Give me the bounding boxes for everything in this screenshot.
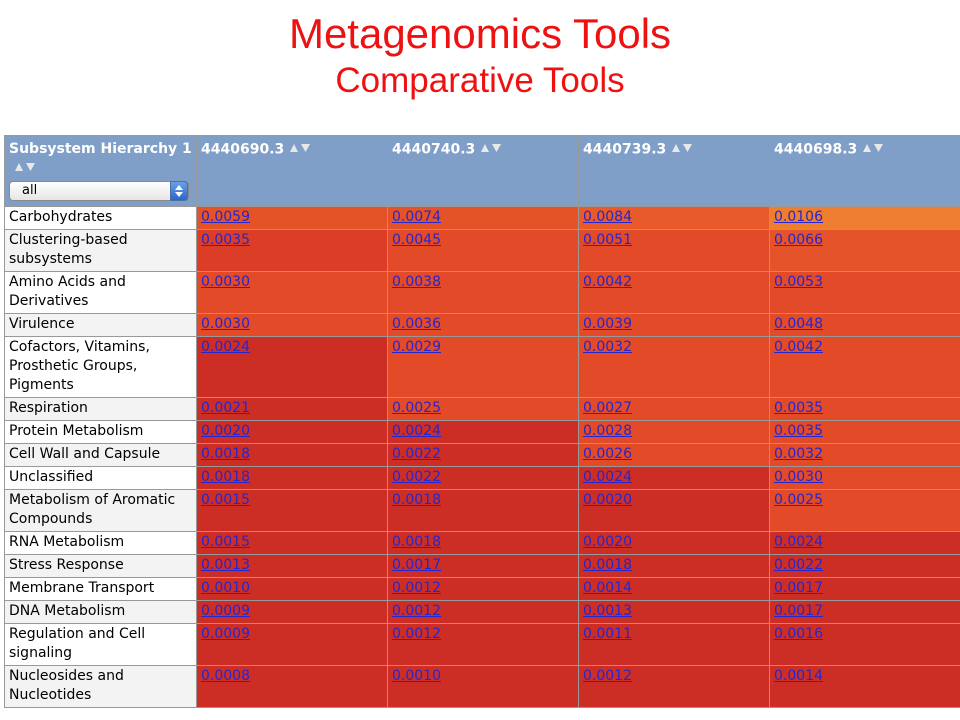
abundance-value-link[interactable]: 0.0032 xyxy=(774,446,823,462)
abundance-value-link[interactable]: 0.0015 xyxy=(201,534,250,550)
abundance-cell xyxy=(197,421,388,444)
abundance-value-link[interactable]: 0.0025 xyxy=(392,400,441,416)
subsystem-name-cell: RNA Metabolism xyxy=(5,532,197,555)
abundance-cell xyxy=(770,555,960,578)
table-row xyxy=(5,490,960,532)
abundance-cell xyxy=(770,578,960,601)
table-body xyxy=(5,207,960,708)
abundance-cell xyxy=(197,444,388,467)
abundance-cell xyxy=(579,624,770,666)
abundance-value-link[interactable]: 0.0022 xyxy=(392,469,441,485)
abundance-cell xyxy=(579,578,770,601)
table-row xyxy=(5,421,960,444)
sample-id-label: 4440690.3 xyxy=(201,141,285,158)
abundance-value-link[interactable]: 0.0010 xyxy=(392,668,441,684)
abundance-cell xyxy=(579,490,770,532)
abundance-cell xyxy=(388,272,579,314)
abundance-value-link[interactable]: 0.0018 xyxy=(392,534,441,550)
sample-id-label: 4440740.3 xyxy=(392,141,476,158)
abundance-value-link[interactable]: 0.0021 xyxy=(201,400,250,416)
subsystem-name-cell: Unclassified xyxy=(5,467,197,490)
abundance-cell xyxy=(770,532,960,555)
subsystem-name-cell: Virulence xyxy=(5,314,197,337)
abundance-value-link[interactable]: 0.0029 xyxy=(392,339,441,355)
abundance-cell xyxy=(770,337,960,398)
table-row xyxy=(5,532,960,555)
abundance-cell xyxy=(579,421,770,444)
subsystem-name-cell: Nucleosides and Nucleotides xyxy=(5,666,197,708)
comparison-table-panel xyxy=(4,135,960,720)
abundance-value-link[interactable]: 0.0008 xyxy=(201,668,250,684)
abundance-value-link[interactable]: 0.0018 xyxy=(583,557,632,573)
subsystem-name-cell: Stress Response xyxy=(5,555,197,578)
abundance-value-link[interactable]: 0.0074 xyxy=(392,209,441,225)
subsystem-name-cell: Membrane Transport xyxy=(5,578,197,601)
sort-arrows-icon[interactable] xyxy=(862,140,884,159)
subsystem-name-cell: Clustering-based subsystems xyxy=(5,230,197,272)
abundance-cell xyxy=(388,578,579,601)
abundance-value-link[interactable]: 0.0053 xyxy=(774,274,823,290)
abundance-cell xyxy=(770,624,960,666)
subsystem-name-cell: Metabolism of Aromatic Compounds xyxy=(5,490,197,532)
slide-subtitle: Comparative Tools xyxy=(335,61,625,100)
abundance-value-link[interactable]: 0.0009 xyxy=(201,626,250,642)
abundance-cell xyxy=(197,467,388,490)
abundance-cell xyxy=(197,314,388,337)
abundance-cell xyxy=(770,272,960,314)
abundance-value-link[interactable]: 0.0018 xyxy=(392,492,441,508)
abundance-value-link[interactable]: 0.0016 xyxy=(774,626,823,642)
abundance-cell xyxy=(579,230,770,272)
abundance-cell xyxy=(388,532,579,555)
abundance-cell xyxy=(197,207,388,230)
hierarchy-filter-select[interactable] xyxy=(9,181,189,201)
abundance-value-link[interactable]: 0.0038 xyxy=(392,274,441,290)
abundance-cell xyxy=(770,230,960,272)
abundance-cell xyxy=(770,666,960,708)
abundance-cell xyxy=(388,398,579,421)
abundance-cell xyxy=(579,467,770,490)
abundance-cell xyxy=(579,666,770,708)
sort-arrows-icon[interactable] xyxy=(14,159,36,178)
abundance-value-link[interactable]: 0.0035 xyxy=(201,232,250,248)
abundance-value-link[interactable]: 0.0066 xyxy=(774,232,823,248)
abundance-cell xyxy=(388,230,579,272)
abundance-cell xyxy=(197,337,388,398)
sort-arrows-icon[interactable] xyxy=(480,140,502,159)
abundance-value-link[interactable]: 0.0012 xyxy=(392,580,441,596)
abundance-cell xyxy=(197,578,388,601)
abundance-value-link[interactable]: 0.0024 xyxy=(201,339,250,355)
table-row xyxy=(5,230,960,272)
abundance-value-link[interactable]: 0.0012 xyxy=(583,668,632,684)
abundance-cell xyxy=(770,421,960,444)
table-row xyxy=(5,624,960,666)
abundance-cell xyxy=(579,398,770,421)
table-row xyxy=(5,467,960,490)
table-row xyxy=(5,578,960,601)
sample-id-label: 4440698.3 xyxy=(774,141,858,158)
abundance-value-link[interactable]: 0.0020 xyxy=(201,423,250,439)
abundance-value-link[interactable]: 0.0018 xyxy=(201,469,250,485)
filter-select-value: all xyxy=(22,182,38,198)
abundance-cell xyxy=(197,666,388,708)
abundance-value-link[interactable]: 0.0020 xyxy=(583,492,632,508)
abundance-cell xyxy=(388,421,579,444)
abundance-cell xyxy=(770,314,960,337)
abundance-value-link[interactable]: 0.0014 xyxy=(774,668,823,684)
abundance-value-link[interactable]: 0.0026 xyxy=(583,446,632,462)
abundance-value-link[interactable]: 0.0028 xyxy=(583,423,632,439)
abundance-value-link[interactable]: 0.0042 xyxy=(774,339,823,355)
abundance-value-link[interactable]: 0.0009 xyxy=(201,603,250,619)
subsystem-name-cell: Respiration xyxy=(5,398,197,421)
abundance-cell xyxy=(579,337,770,398)
abundance-cell xyxy=(197,490,388,532)
hierarchy-header-label: Subsystem Hierarchy 1 xyxy=(9,141,192,157)
abundance-cell xyxy=(770,601,960,624)
abundance-value-link[interactable]: 0.0027 xyxy=(583,400,632,416)
hierarchy-column-header[interactable] xyxy=(5,136,197,207)
abundance-value-link[interactable]: 0.0013 xyxy=(583,603,632,619)
table-header-row xyxy=(5,136,960,207)
abundance-cell xyxy=(388,207,579,230)
abundance-value-link[interactable]: 0.0036 xyxy=(392,316,441,332)
abundance-value-link[interactable]: 0.0030 xyxy=(201,316,250,332)
abundance-cell xyxy=(388,314,579,337)
abundance-value-link[interactable]: 0.0032 xyxy=(583,339,632,355)
abundance-value-link[interactable]: 0.0022 xyxy=(774,557,823,573)
abundance-value-link[interactable]: 0.0045 xyxy=(392,232,441,248)
abundance-cell xyxy=(579,601,770,624)
slide-title: Metagenomics Tools xyxy=(288,10,672,57)
abundance-value-link[interactable]: 0.0035 xyxy=(774,400,823,416)
abundance-cell xyxy=(770,398,960,421)
abundance-cell xyxy=(579,314,770,337)
abundance-value-link[interactable]: 0.0018 xyxy=(201,446,250,462)
sample-column-header[interactable] xyxy=(579,136,770,207)
abundance-cell xyxy=(197,230,388,272)
abundance-cell xyxy=(388,624,579,666)
subsystem-name-cell: Cofactors, Vitamins, Prosthetic Groups, Pigments xyxy=(5,337,197,398)
abundance-value-link[interactable]: 0.0048 xyxy=(774,316,823,332)
sample-column-header[interactable] xyxy=(770,136,960,207)
table-row xyxy=(5,337,960,398)
abundance-cell xyxy=(579,207,770,230)
abundance-value-link[interactable]: 0.0051 xyxy=(583,232,632,248)
abundance-value-link[interactable]: 0.0039 xyxy=(583,316,632,332)
comparison-table xyxy=(4,135,960,708)
abundance-value-link[interactable]: 0.0012 xyxy=(392,626,441,642)
abundance-value-link[interactable]: 0.0022 xyxy=(392,446,441,462)
abundance-cell xyxy=(579,532,770,555)
abundance-value-link[interactable]: 0.0042 xyxy=(583,274,632,290)
abundance-cell xyxy=(770,444,960,467)
abundance-cell xyxy=(579,444,770,467)
abundance-cell xyxy=(197,532,388,555)
abundance-value-link[interactable]: 0.0024 xyxy=(583,469,632,485)
sample-id-label: 4440739.3 xyxy=(583,141,667,158)
subsystem-name-cell: Carbohydrates xyxy=(5,207,197,230)
abundance-value-link[interactable]: 0.0020 xyxy=(583,534,632,550)
abundance-value-link[interactable]: 0.0024 xyxy=(392,423,441,439)
abundance-value-link[interactable]: 0.0017 xyxy=(774,580,823,596)
subsystem-name-cell: Regulation and Cell signaling xyxy=(5,624,197,666)
abundance-cell xyxy=(197,272,388,314)
abundance-value-link[interactable]: 0.0024 xyxy=(774,534,823,550)
table-row xyxy=(5,314,960,337)
subsystem-name-cell: Amino Acids and Derivatives xyxy=(5,272,197,314)
abundance-cell xyxy=(197,601,388,624)
dropdown-arrows-icon[interactable] xyxy=(170,181,188,201)
abundance-cell xyxy=(770,490,960,532)
abundance-cell xyxy=(197,555,388,578)
abundance-cell xyxy=(197,398,388,421)
abundance-value-link[interactable]: 0.0030 xyxy=(201,274,250,290)
abundance-cell xyxy=(579,555,770,578)
abundance-value-link[interactable]: 0.0013 xyxy=(201,557,250,573)
abundance-cell xyxy=(388,467,579,490)
table-row xyxy=(5,555,960,578)
abundance-cell xyxy=(770,207,960,230)
abundance-value-link[interactable]: 0.0011 xyxy=(583,626,632,642)
table-row xyxy=(5,444,960,467)
table-row xyxy=(5,272,960,314)
abundance-value-link[interactable]: 0.0084 xyxy=(583,209,632,225)
sample-column-header[interactable] xyxy=(197,136,388,207)
abundance-value-link[interactable]: 0.0106 xyxy=(774,209,823,225)
abundance-cell xyxy=(388,601,579,624)
sort-arrows-icon[interactable] xyxy=(671,140,693,159)
abundance-value-link[interactable]: 0.0059 xyxy=(201,209,250,225)
abundance-value-link[interactable]: 0.0015 xyxy=(201,492,250,508)
abundance-cell xyxy=(388,337,579,398)
abundance-value-link[interactable]: 0.0035 xyxy=(774,423,823,439)
abundance-value-link[interactable]: 0.0025 xyxy=(774,492,823,508)
sample-column-header[interactable] xyxy=(388,136,579,207)
subsystem-name-cell: Protein Metabolism xyxy=(5,421,197,444)
table-row xyxy=(5,207,960,230)
abundance-value-link[interactable]: 0.0012 xyxy=(392,603,441,619)
abundance-cell xyxy=(770,467,960,490)
abundance-value-link[interactable]: 0.0017 xyxy=(774,603,823,619)
subsystem-name-cell: Cell Wall and Capsule xyxy=(5,444,197,467)
abundance-value-link[interactable]: 0.0030 xyxy=(774,469,823,485)
abundance-cell xyxy=(197,624,388,666)
table-row xyxy=(5,398,960,421)
subsystem-name-cell: DNA Metabolism xyxy=(5,601,197,624)
abundance-value-link[interactable]: 0.0017 xyxy=(392,557,441,573)
abundance-value-link[interactable]: 0.0014 xyxy=(583,580,632,596)
abundance-cell xyxy=(579,272,770,314)
abundance-cell xyxy=(388,555,579,578)
table-row xyxy=(5,666,960,708)
sort-arrows-icon[interactable] xyxy=(289,140,311,159)
table-row xyxy=(5,601,960,624)
abundance-cell xyxy=(388,444,579,467)
abundance-value-link[interactable]: 0.0010 xyxy=(201,580,250,596)
slide-title-block xyxy=(0,10,960,102)
abundance-cell xyxy=(388,666,579,708)
abundance-cell xyxy=(388,490,579,532)
